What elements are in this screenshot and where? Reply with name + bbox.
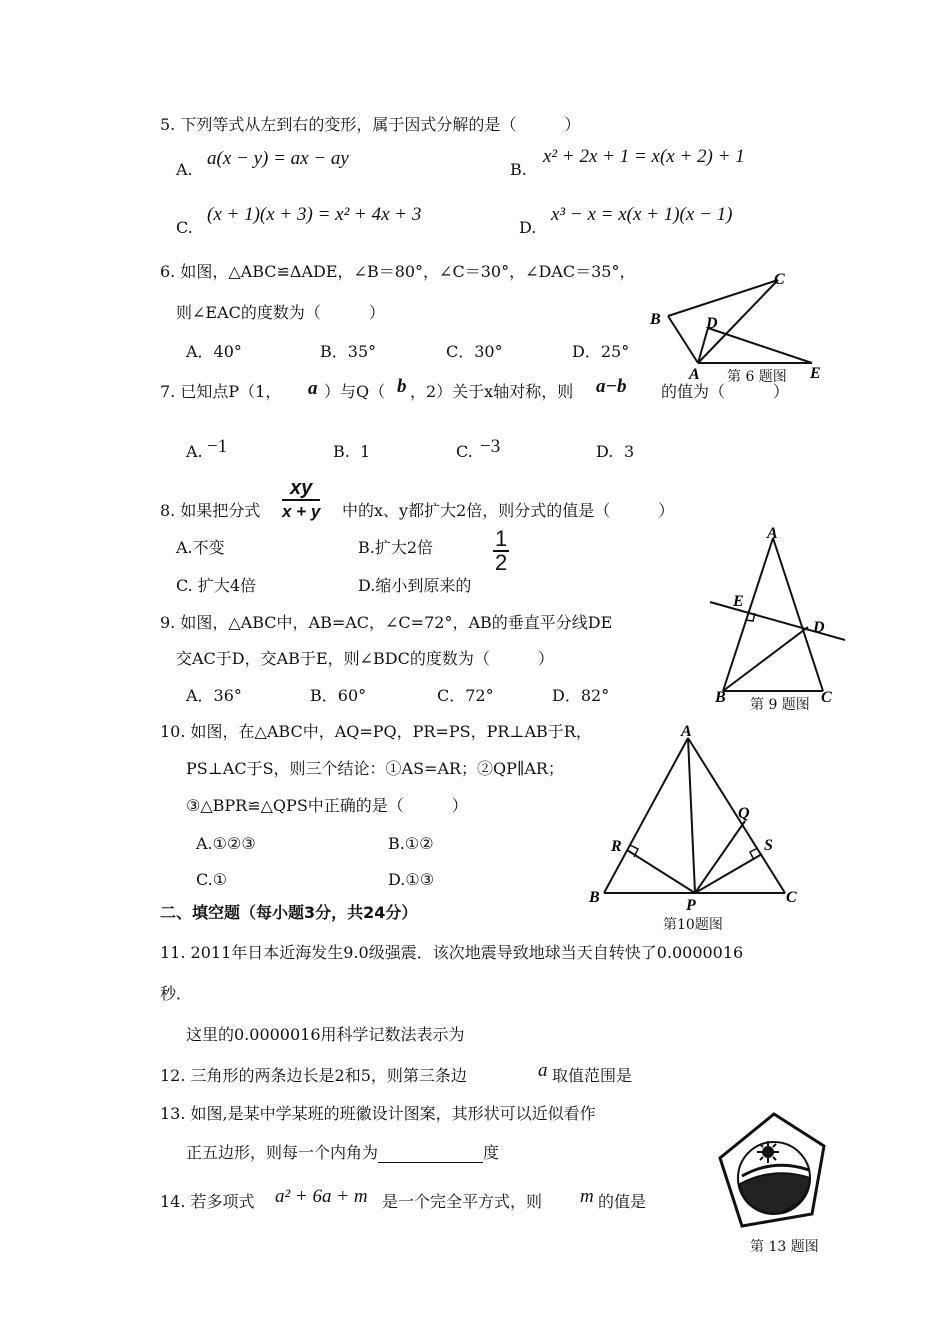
q14-text-3: 的值是 xyxy=(598,1192,647,1211)
q7-option-c-val: −3 xyxy=(480,436,501,457)
q13-line2 xyxy=(186,1143,499,1163)
q7-option-b-val: 1 xyxy=(360,442,371,461)
q8-half-numerator: 1 xyxy=(495,526,508,551)
q11-line2: 秒． xyxy=(160,984,193,1003)
q10-caption: 第10题图 xyxy=(663,917,723,933)
q5-option-a-label: A. xyxy=(176,160,193,179)
q5-stem: 5. 下列等式从左到右的变形，属于因式分解的是（ ） xyxy=(160,115,581,134)
q5-option-d-expr: x³ − x = x(x + 1)(x − 1) xyxy=(551,204,733,225)
q8-fraction-denominator: x + y xyxy=(282,502,321,521)
q7-text-2: ）与Q（ xyxy=(324,382,386,401)
q6-label-c: C xyxy=(774,271,785,288)
q9-label-b: B xyxy=(715,689,726,706)
q6-label-d: D xyxy=(706,315,718,332)
q7-var-b: b xyxy=(397,376,407,397)
q13-answer-blank xyxy=(378,1146,483,1163)
q9-caption: 第 9 题图 xyxy=(750,697,810,713)
q7-option-a-val: −1 xyxy=(207,436,228,457)
q6-caption: 第 6 题图 xyxy=(727,369,787,385)
q8-option-b: B.扩大2倍 xyxy=(358,538,434,557)
q8-text-1: 8. 如果把分式 xyxy=(160,501,261,520)
q10-label-b: B xyxy=(589,889,600,906)
q7-var-a: a xyxy=(308,378,318,399)
q12-var-a: a xyxy=(538,1060,548,1081)
q7-option-a-label: A. xyxy=(186,442,203,461)
q10-figure xyxy=(582,722,810,912)
q10-label-s: S xyxy=(764,837,773,854)
q6-figure xyxy=(640,268,830,383)
q11-line3: 这里的0.0000016用科学记数法表示为 xyxy=(186,1025,465,1044)
q9-option-d: D．82° xyxy=(552,686,610,705)
q7-text-1: 7. 已知点P（1， xyxy=(160,382,282,401)
q10-label-a: A xyxy=(681,723,692,740)
q8-half-fraction xyxy=(493,528,509,574)
q5-option-c-label: C. xyxy=(176,218,193,237)
q6-option-d: D．25° xyxy=(572,342,630,361)
q7-option-b-label: B. xyxy=(333,442,350,461)
q5-option-a-expr: a(x − y) = ax − ay xyxy=(207,148,349,169)
q13-badge-figure xyxy=(712,1106,837,1238)
q7-option-d-val: 3 xyxy=(624,442,635,461)
q9-option-a: A．36° xyxy=(186,686,242,705)
q7-option-d-label: D. xyxy=(596,442,614,461)
section2-title: 二、填空题（每小题3分，共24分） xyxy=(160,903,418,922)
q10-line2: PS⊥AC于S，则三个结论：①AS=AR；②QP∥AR； xyxy=(186,759,564,778)
q6-label-a: A xyxy=(689,366,700,383)
q10-label-r: R xyxy=(611,838,622,855)
q14-text-1: 14. 若多项式 xyxy=(160,1192,255,1211)
q6-label-b: B xyxy=(650,311,661,328)
q13-caption: 第 13 题图 xyxy=(750,1239,819,1255)
q7-option-c-label: C. xyxy=(456,442,473,461)
q12-text-1: 12. 三角形的两条边长是2和5，则第三条边 xyxy=(160,1066,467,1085)
q9-label-e: E xyxy=(733,593,744,610)
q7-text-4: 的值为（ ） xyxy=(661,382,790,401)
q9-figure xyxy=(705,524,850,706)
q6-option-b: B．35° xyxy=(320,342,377,361)
q9-option-b: B．60° xyxy=(310,686,367,705)
q13-line1: 13. 如图,是某中学某班的班徽设计图案，其形状可以近似看作 xyxy=(160,1104,596,1123)
q6-option-c: C．30° xyxy=(446,342,503,361)
q14-expr: a² + 6a + m xyxy=(275,1186,368,1207)
q9-line2: 交AC于D，交AB于E，则∠BDC的度数为（ ） xyxy=(176,649,554,668)
q5-option-c-expr: (x + 1)(x + 3) = x² + 4x + 3 xyxy=(207,204,422,225)
q8-fraction xyxy=(282,477,320,523)
q13-line2-text: 正五边形，则每一个内角为 xyxy=(186,1143,379,1162)
q10-label-p: P xyxy=(686,897,696,914)
q8-half-denominator: 2 xyxy=(495,550,508,575)
q9-line1: 9. 如图，△ABC中，AB=AC，∠C=72°，AB的垂直平分线DE xyxy=(160,613,613,632)
q5-option-b-label: B. xyxy=(510,160,527,179)
q7-text-3: ，2）关于x轴对称，则 xyxy=(410,382,574,401)
q6-option-a: A．40° xyxy=(186,342,242,361)
q10-option-c: C.① xyxy=(196,870,228,889)
q10-label-q: Q xyxy=(738,805,750,822)
sun-icon xyxy=(757,1141,779,1163)
q5-option-d-label: D. xyxy=(519,218,537,237)
q10-line3: ③△BPR≌△QPS中正确的是（ ） xyxy=(186,796,468,815)
q10-label-c: C xyxy=(786,889,797,906)
q6-label-e: E xyxy=(810,365,821,382)
q9-label-c: C xyxy=(821,689,832,706)
q8-option-a: A.不变 xyxy=(176,538,225,557)
q14-var-m: m xyxy=(580,1186,594,1207)
q7-expr: a−b xyxy=(596,376,627,397)
q12-text-2: 取值范围是 xyxy=(552,1066,633,1085)
q10-option-b: B.①② xyxy=(388,834,434,853)
q6-line2: 则∠EAC的度数为（ ） xyxy=(176,303,385,322)
q14-text-2: 是一个完全平方式，则 xyxy=(382,1192,543,1211)
q10-line1: 10. 如图，在△ABC中，AQ=PQ，PR=PS，PR⊥AB于R， xyxy=(160,722,592,741)
q8-option-d: D.缩小到原来的 xyxy=(358,576,472,595)
q8-fraction-numerator: xy xyxy=(282,477,320,501)
q9-label-d: D xyxy=(813,619,825,636)
q8-option-c: C. 扩大4倍 xyxy=(176,576,257,595)
q10-option-a: A.①②③ xyxy=(196,834,256,853)
q8-text-2: 中的x、y都扩大2倍，则分式的值是（ ） xyxy=(342,501,675,520)
q9-label-a: A xyxy=(767,525,778,542)
q6-line1: 6. 如图，△ABC≌ΔADE，∠B＝80°，∠C＝30°，∠DAC＝35°， xyxy=(160,262,636,281)
q5-option-b-expr: x² + 2x + 1 = x(x + 2) + 1 xyxy=(543,146,745,167)
q13-unit: 度 xyxy=(483,1143,500,1162)
q11-line1: 11. 2011年日本近海发生9.0级强震．该次地震导致地球当天自转快了0.0000016 xyxy=(160,943,744,962)
q10-option-d: D.①③ xyxy=(388,870,435,889)
q9-option-c: C．72° xyxy=(437,686,494,705)
